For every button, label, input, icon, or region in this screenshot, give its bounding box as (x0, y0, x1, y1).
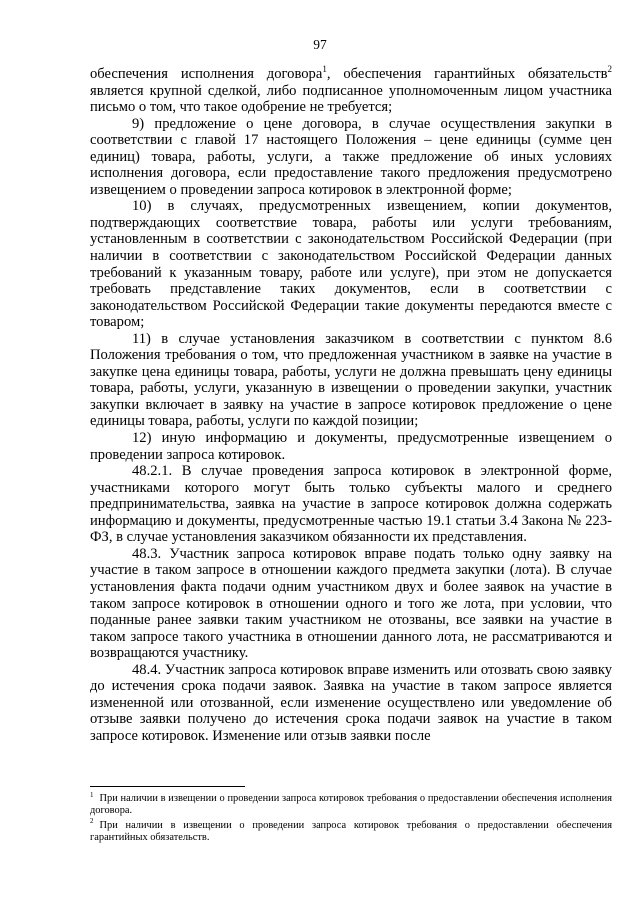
footnote-mark: 2 (90, 817, 94, 826)
footnote-1 (90, 790, 612, 818)
clause-48-3: 48.3. Участник запроса котировок вправе подать только одну заявку на участие в таком запросе в отношении каждого предмета закупки (лота). В случае установления факта подачи одним участником двух и более заявок на участие в таком запросе котировок в отношении одного и того же лота, при условии, что поданные ранее заявки таким участником не отозваны, все заявки на участие в таком запросе такого участника в отношении данного лота, не рассматриваются и возвращаются участнику. (90, 545, 612, 662)
paragraph-text: обеспечения исполнения договора (90, 66, 323, 82)
list-item-10: 10) в случаях, предусмотренных извещением, копии документов, подтверждающих соответствие товара, работы или услуги требованиям, установленным в соответствии с законодательством Российской Федерации (при наличии в соответствии с законодательством Российской Федерации данных требований к указанным товару, работе или услуге), при этом не допускается требовать представление таких документов, если в соответствии с законодательством Российской Федерации такие документы передаются вместе с товаром; (90, 198, 612, 331)
footnote-ref-1[interactable]: 1 (322, 64, 327, 75)
footnotes (90, 790, 612, 847)
footnote-mark: 1 (90, 790, 94, 799)
list-item-9: 9) предложение о цене договора, в случае осуществления закупки в соответствии с главой 17 настоящего Положения – цене единицы (сумме цен единиц) товара, работы, услуги, а также предложение об иных условиях исполнения договора, если предоставление такого предложения предусмотрено извещением о проведении запроса котировок в электронной форме; (90, 115, 612, 198)
paragraph-text: , обеспечения гарантийных обязательств (326, 66, 608, 82)
footnote-text: При наличии в извещении о проведении запроса котировок требования о предоставлении обеспечения исполнения договора. (90, 793, 612, 817)
footnote-ref-2[interactable]: 2 (607, 64, 613, 75)
page-number: 97 (313, 37, 327, 52)
paragraph-continuation (90, 66, 612, 116)
paragraph-text: является крупной сделкой, либо подписанное уполномоченным лицом участника письмо о том, что такое одобрение не требуется; (90, 82, 612, 116)
list-item-12: 12) иную информацию и документы, предусмотренные извещением о проведении запроса котировок. (90, 430, 612, 463)
clause-48-4: 48.4. Участник запроса котировок вправе изменить или отозвать свою заявку до истечения срока подачи заявок. Заявка на участие в таком запросе является измененной или отозванной, если изменение осуществлено или уведомление об отзыве заявки получено до истечения срока подачи заявок на участие в таком запросе котировок. Изменение или отзыв заявки после (90, 661, 612, 744)
footnote-text: При наличии в извещении о проведении запроса котировок требования о предоставлении обеспечения гарантийных обязательств. (90, 819, 612, 844)
clause-48-2-1: 48.2.1. В случае проведения запроса котировок в электронной форме, участниками которого могут быть только субъекты малого и среднего предпринимательства, заявка на участие в запросе котировок должна содержать информацию и документы, предусмотренные частью 19.1 статьи 3.4 Закона № 223-ФЗ, в случае установления заказчиком обязанности их представления. (90, 463, 612, 546)
footnote-divider (90, 786, 245, 787)
list-item-11: 11) в случае установления заказчиком в соответствии с пунктом 8.6 Положения требования о том, что предложенная участником в заявке на участие в закупке цена единицы товара, работы, услуги не должна превышать цену единицы товара, работы, услуги, указанную в извещении о проведении закупки, участник закупки включает в заявку на участие в запросе котировок предложение о цене единицы товара, работы, услуги по каждой позиции; (90, 330, 612, 430)
body-text (90, 66, 612, 744)
footnote-2 (90, 817, 612, 845)
